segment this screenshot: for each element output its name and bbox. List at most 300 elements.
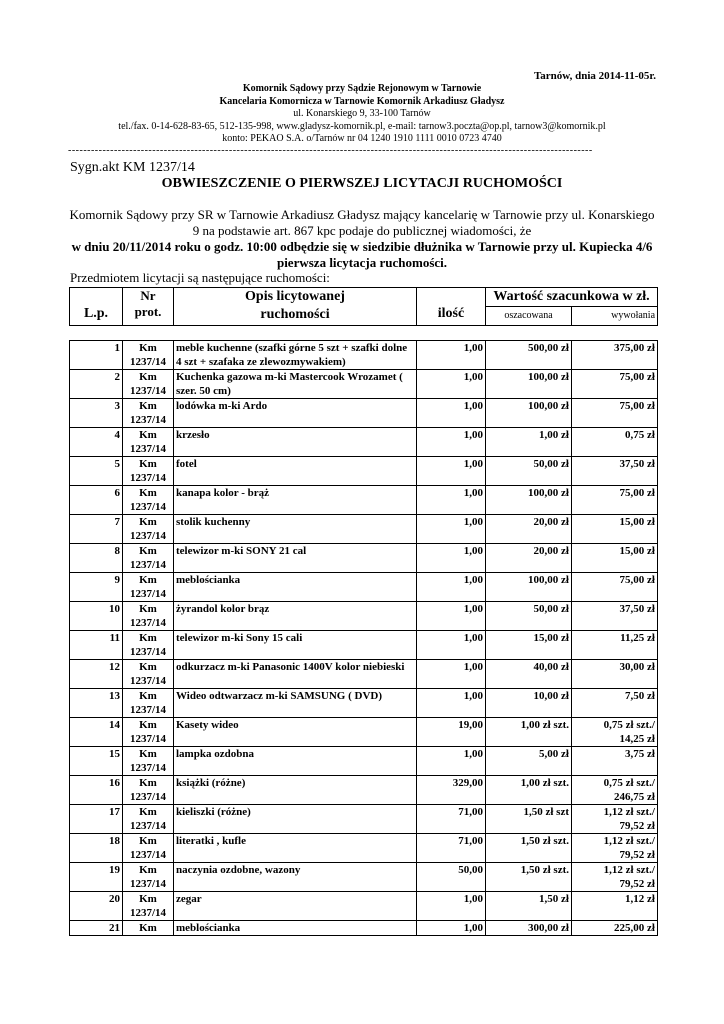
letterhead-chancellery: Kancelaria Komornicza w Tarnowie Komornik Arkadiusz Gładysz	[219, 95, 505, 107]
table-row	[70, 399, 658, 428]
cell-qty: 1,00	[463, 458, 483, 470]
cell-nr2: 1237/14	[129, 501, 167, 513]
header-description-line1: Opis licytowanej	[245, 289, 345, 304]
cell-qty: 71,00	[458, 835, 483, 847]
cell-desc: stolik kuchenny	[176, 516, 251, 528]
cell-description	[174, 457, 417, 486]
cell-estimated	[486, 805, 572, 834]
cell-nr	[123, 689, 174, 718]
cell-qty: 1,00	[463, 574, 483, 586]
cell-desc: lodówka m-ki Ardo	[176, 400, 268, 412]
cell-lp	[70, 602, 123, 631]
cell-quantity	[417, 660, 486, 689]
cell-nr1: Km	[139, 748, 157, 760]
letterhead-account: konto: PEKAO S.A. o/Tarnów nr 04 1240 1910 1111 0010 0723 4740	[222, 133, 502, 144]
cell-desc: zegar	[176, 893, 202, 905]
header-nr-line1: Nr	[140, 288, 156, 303]
cell-quantity	[417, 689, 486, 718]
cell-nr	[123, 573, 174, 602]
cell-start: 15,00 zł	[619, 545, 655, 557]
cell-est: 20,00 zł	[533, 545, 569, 557]
cell-nr	[123, 921, 174, 936]
table-header	[69, 287, 658, 326]
cell-starting	[572, 515, 658, 544]
cell-starting	[572, 399, 658, 428]
cell-estimated	[486, 660, 572, 689]
cell-quantity	[417, 370, 486, 399]
cell-description	[174, 921, 417, 936]
cell-starting	[572, 341, 658, 370]
cell-nr	[123, 486, 174, 515]
cell-nr1: Km	[139, 661, 157, 673]
cell-lp: 15	[109, 748, 120, 760]
intro-text: Komornik Sądowy przy SR w Tarnowie Arkadiusz Gładysz mający kancelarię w Tarnowie przy ul. Konarskiego 9 na podstawie art. 867 kpc podaje do publicznej wiadomości, że	[69, 207, 655, 238]
cell-qty: 50,00	[458, 864, 483, 876]
cell-starting	[572, 776, 658, 805]
cell-est: 1,00 zł	[539, 429, 569, 441]
cell-estimated	[486, 428, 572, 457]
cell-estimated	[486, 776, 572, 805]
cell-description	[174, 805, 417, 834]
cell-desc: meblościanka	[176, 574, 241, 586]
cell-lp	[70, 631, 123, 660]
cell-nr2: 1237/14	[129, 907, 167, 919]
cell-nr2: 1237/14	[129, 443, 167, 455]
cell-quantity	[417, 805, 486, 834]
cell-start: 30,00 zł	[619, 661, 655, 673]
cell-desc: Kasety wideo	[176, 719, 239, 731]
cell-lp	[70, 486, 123, 515]
cell-lp	[70, 457, 123, 486]
cell-qty: 1,00	[463, 342, 483, 354]
cell-est: 5,00 zł	[539, 748, 569, 760]
cell-qty: 1,00	[463, 661, 483, 673]
table-row	[70, 370, 658, 399]
cell-quantity	[417, 573, 486, 602]
cell-description	[174, 892, 417, 921]
table-row	[70, 834, 658, 863]
cell-nr	[123, 544, 174, 573]
cell-lp: 5	[114, 458, 120, 470]
cell-nr2: 1237/14	[129, 733, 167, 745]
cell-lp: 6	[114, 487, 120, 499]
table-row	[70, 428, 658, 457]
cell-description	[174, 544, 417, 573]
cell-nr1: Km	[139, 835, 157, 847]
cell-desc: fotel	[176, 458, 197, 470]
cell-quantity	[417, 776, 486, 805]
cell-nr1: Km	[139, 574, 157, 586]
cell-lp: 21	[109, 922, 120, 934]
cell-quantity	[417, 747, 486, 776]
cell-nr1: Km	[139, 545, 157, 557]
cell-nr	[123, 370, 174, 399]
cell-lp: 11	[109, 632, 120, 644]
cell-estimated	[486, 631, 572, 660]
cell-lp	[70, 805, 123, 834]
cell-quantity	[417, 515, 486, 544]
cell-lp	[70, 515, 123, 544]
header-nr-line2: prot.	[134, 304, 162, 319]
cell-nr1: Km	[139, 893, 157, 905]
cell-lp	[70, 544, 123, 573]
cell-qty: 1,00	[463, 922, 483, 934]
cell-nr2: 1237/14	[129, 472, 167, 484]
cell-description	[174, 341, 417, 370]
cell-start: 1,12 zł szt./	[603, 864, 655, 876]
cell-nr2: 1237/14	[129, 588, 167, 600]
cell-lp: 13	[109, 690, 120, 702]
cell-start2: 14,25 zł	[619, 733, 655, 745]
table-row	[70, 747, 658, 776]
cell-lp	[70, 834, 123, 863]
cell-desc: kieliszki (różne)	[176, 806, 251, 818]
cell-nr2: 1237/14	[129, 617, 167, 629]
table-row	[70, 805, 658, 834]
cell-nr	[123, 747, 174, 776]
cell-est: 50,00 zł	[533, 458, 569, 470]
cell-nr2: 1237/14	[129, 704, 167, 716]
cell-description	[174, 399, 417, 428]
table-row	[70, 689, 658, 718]
cell-nr2: 1237/14	[129, 791, 167, 803]
cell-description	[174, 428, 417, 457]
cell-quantity	[417, 457, 486, 486]
cell-est: 100,00 zł	[528, 574, 569, 586]
cell-est: 500,00 zł	[528, 342, 569, 354]
cell-description	[174, 776, 417, 805]
divider-line: -----------------------------------------------------------------------------------------------------------------------------------------	[68, 145, 593, 156]
table-row	[70, 544, 658, 573]
cell-est: 100,00 zł	[528, 400, 569, 412]
cell-qty: 1,00	[463, 400, 483, 412]
cell-quantity	[417, 341, 486, 370]
cell-description	[174, 747, 417, 776]
cell-nr	[123, 805, 174, 834]
cell-est: 10,00 zł	[533, 690, 569, 702]
cell-start: 225,00 zł	[614, 922, 655, 934]
cell-start: 0,75 zł	[625, 429, 655, 441]
cell-nr	[123, 863, 174, 892]
cell-est: 1,50 zł szt.	[520, 835, 569, 847]
cell-starting	[572, 428, 658, 457]
cell-desc: naczynia ozdobne, wazony	[176, 864, 301, 876]
cell-nr	[123, 428, 174, 457]
cell-start2: 79,52 zł	[619, 878, 655, 890]
cell-start: 7,50 zł	[625, 690, 655, 702]
cell-est: 15,00 zł	[533, 632, 569, 644]
cell-quantity	[417, 602, 486, 631]
cell-qty: 1,00	[463, 603, 483, 615]
cell-starting	[572, 718, 658, 747]
cell-nr2: 1237/14	[129, 559, 167, 571]
cell-est: 1,00 zł szt.	[520, 777, 569, 789]
cell-lp	[70, 399, 123, 428]
cell-qty: 1,00	[463, 748, 483, 760]
letterhead-address: ul. Konarskiego 9, 33-100 Tarnów	[293, 108, 431, 119]
cell-starting	[572, 921, 658, 936]
cell-description	[174, 660, 417, 689]
cell-lp	[70, 573, 123, 602]
cell-lp: 10	[109, 603, 120, 615]
cell-nr	[123, 834, 174, 863]
cell-est: 1,50 zł szt.	[520, 864, 569, 876]
cell-nr1: Km	[139, 806, 157, 818]
cell-est: 1,50 zł szt	[523, 806, 569, 818]
cell-desc: kanapa kolor - brąż	[176, 487, 270, 499]
cell-nr1: Km	[139, 603, 157, 615]
cell-lp	[70, 428, 123, 457]
cell-desc: meble kuchenne (szafki górne 5 szt + szafki dolne 4 szt + szafaka ze zlewozmywakiem)	[176, 342, 408, 368]
cell-lp: 1	[114, 342, 120, 354]
cell-start: 15,00 zł	[619, 516, 655, 528]
cell-qty: 329,00	[452, 777, 483, 789]
cell-starting	[572, 834, 658, 863]
cell-estimated	[486, 834, 572, 863]
cell-nr1: Km	[139, 632, 157, 644]
letterhead-office: Komornik Sądowy przy Sądzie Rejonowym w Tarnowie	[242, 83, 482, 94]
cell-estimated	[486, 863, 572, 892]
cell-est: 100,00 zł	[528, 371, 569, 383]
cell-starting	[572, 631, 658, 660]
header-description	[174, 288, 417, 326]
cell-description	[174, 515, 417, 544]
cell-nr1: Km	[139, 690, 157, 702]
cell-lp	[70, 370, 123, 399]
cell-quantity	[417, 399, 486, 428]
cell-nr	[123, 341, 174, 370]
cell-nr2: 1237/14	[129, 762, 167, 774]
cell-description	[174, 631, 417, 660]
cell-quantity	[417, 631, 486, 660]
cell-description	[174, 689, 417, 718]
cell-lp: 7	[114, 516, 120, 528]
cell-start: 75,00 zł	[619, 487, 655, 499]
cell-lp: 18	[109, 835, 120, 847]
letterhead	[68, 83, 656, 146]
cell-estimated	[486, 399, 572, 428]
cell-lp	[70, 689, 123, 718]
cell-desc: telewizor m-ki Sony 15 cali	[176, 632, 303, 644]
cell-desc: lampka ozdobna	[176, 748, 254, 760]
cell-estimated	[486, 747, 572, 776]
cell-nr	[123, 631, 174, 660]
cell-nr1: Km	[139, 777, 157, 789]
cell-lp	[70, 921, 123, 936]
cell-nr	[123, 515, 174, 544]
auction-date-text: w dniu 20/11/2014 roku o godz. 10:00 odbędzie się w siedzibie dłużnika w Tarnowie przy ul. Kupiecka 4/6 pierwsza licytacja ruchomości.	[71, 239, 653, 270]
cell-estimated	[486, 573, 572, 602]
letterhead-contact: tel./fax. 0-14-628-83-65, 512-135-998, www.gladysz-komornik.pl, e-mail: tarnow3.poczta@op.pl, tarnow3@komornik.pl	[118, 120, 606, 132]
cell-nr	[123, 776, 174, 805]
cell-est: 300,00 zł	[528, 922, 569, 934]
cell-quantity	[417, 892, 486, 921]
cell-start: 0,75 zł szt./	[603, 719, 655, 731]
cell-lp: 17	[109, 806, 120, 818]
cell-start: 0,75 zł szt./	[603, 777, 655, 789]
cell-qty: 1,00	[463, 632, 483, 644]
cell-starting	[572, 747, 658, 776]
cell-nr	[123, 718, 174, 747]
cell-starting	[572, 660, 658, 689]
cell-lp	[70, 863, 123, 892]
table-row	[70, 486, 658, 515]
cell-nr1: Km	[139, 400, 157, 412]
cell-description	[174, 370, 417, 399]
cell-lp: 8	[114, 545, 120, 557]
cell-quantity	[417, 718, 486, 747]
cell-nr2: 1237/14	[129, 356, 167, 368]
cell-estimated	[486, 341, 572, 370]
cell-nr2: 1237/14	[129, 878, 167, 890]
cell-start2: 79,52 zł	[619, 820, 655, 832]
header-lp: L.p.	[70, 288, 123, 326]
cell-nr1: Km	[139, 516, 157, 528]
cell-quantity	[417, 544, 486, 573]
cell-lp: 2	[114, 371, 120, 383]
cell-estimated	[486, 370, 572, 399]
cell-lp	[70, 747, 123, 776]
table-row	[70, 341, 658, 370]
cell-lp	[70, 341, 123, 370]
cell-lp	[70, 718, 123, 747]
cell-nr	[123, 660, 174, 689]
table-row	[70, 602, 658, 631]
cell-lp: 4	[114, 429, 120, 441]
cell-starting	[572, 573, 658, 602]
cell-start: 75,00 zł	[619, 574, 655, 586]
cell-estimated	[486, 921, 572, 936]
cell-nr1: Km	[139, 458, 157, 470]
items-table	[69, 340, 658, 936]
cell-lp: 14	[109, 719, 120, 731]
table-row	[70, 457, 658, 486]
cell-desc: literatki , kufle	[176, 835, 246, 847]
cell-nr	[123, 602, 174, 631]
cell-nr1: Km	[139, 864, 157, 876]
cell-nr2: 1237/14	[129, 414, 167, 426]
cell-nr1: Km	[139, 922, 157, 934]
cell-description	[174, 718, 417, 747]
cell-start: 37,50 zł	[619, 603, 655, 615]
cell-quantity	[417, 834, 486, 863]
document-title: OBWIESZCZENIE O PIERWSZEJ LICYTACJI RUCHOMOŚCI	[161, 176, 563, 191]
cell-nr	[123, 399, 174, 428]
cell-estimated	[486, 892, 572, 921]
cell-est: 100,00 zł	[528, 487, 569, 499]
cell-estimated	[486, 602, 572, 631]
cell-desc: telewizor m-ki SONY 21 cal	[176, 545, 307, 557]
cell-lp: 16	[109, 777, 120, 789]
cell-qty: 1,00	[463, 429, 483, 441]
intro-paragraph	[68, 207, 656, 271]
cell-desc: Wideo odtwarzacz m-ki SAMSUNG ( DVD)	[176, 690, 383, 702]
cell-qty: 1,00	[463, 371, 483, 383]
table-row	[70, 515, 658, 544]
cell-start: 375,00 zł	[614, 342, 655, 354]
cell-start: 3,75 zł	[625, 748, 655, 760]
cell-nr2: 1237/14	[129, 530, 167, 542]
cell-description	[174, 573, 417, 602]
cell-lp	[70, 776, 123, 805]
cell-starting	[572, 544, 658, 573]
cell-nr1: Km	[139, 429, 157, 441]
cell-nr2: 1237/14	[129, 385, 167, 397]
table-row	[70, 776, 658, 805]
cell-start: 1,12 zł szt./	[603, 835, 655, 847]
cell-start: 1,12 zł	[625, 893, 655, 905]
cell-description	[174, 602, 417, 631]
cell-qty: 71,00	[458, 806, 483, 818]
cell-start: 75,00 zł	[619, 400, 655, 412]
table-row	[70, 718, 658, 747]
header-quantity: ilość	[417, 288, 486, 326]
header-description-line2: ruchomości	[260, 307, 330, 322]
cell-est: 40,00 zł	[533, 661, 569, 673]
cell-start: 1,12 zł szt./	[603, 806, 655, 818]
cell-qty: 1,00	[463, 545, 483, 557]
subject-line: Przedmiotem licytacji są następujące ruchomości:	[70, 270, 330, 285]
cell-lp: 9	[114, 574, 120, 586]
cell-start: 75,00 zł	[619, 371, 655, 383]
cell-est: 50,00 zł	[533, 603, 569, 615]
cell-estimated	[486, 544, 572, 573]
cell-starting	[572, 370, 658, 399]
cell-desc: żyrandol kolor brąz	[176, 603, 270, 615]
cell-starting	[572, 602, 658, 631]
cell-description	[174, 863, 417, 892]
header-estimated: oszacowana	[486, 307, 572, 326]
cell-lp	[70, 892, 123, 921]
case-reference: Sygn.akt KM 1237/14	[70, 160, 195, 175]
header-starting: wywołania	[572, 307, 658, 326]
cell-qty: 1,00	[463, 893, 483, 905]
cell-estimated	[486, 486, 572, 515]
cell-start2: 79,52 zł	[619, 849, 655, 861]
cell-description	[174, 834, 417, 863]
cell-lp: 19	[109, 864, 120, 876]
table-row	[70, 921, 658, 936]
document-date: Tarnów, dnia 2014-11-05r.	[533, 70, 656, 82]
cell-nr1: Km	[139, 371, 157, 383]
cell-est: 1,00 zł szt.	[520, 719, 569, 731]
cell-lp: 12	[109, 661, 120, 673]
cell-starting	[572, 892, 658, 921]
table-row	[70, 573, 658, 602]
table-row	[70, 863, 658, 892]
cell-description	[174, 486, 417, 515]
cell-nr2: 1237/14	[129, 646, 167, 658]
cell-qty: 1,00	[463, 690, 483, 702]
cell-lp: 3	[114, 400, 120, 412]
cell-starting	[572, 689, 658, 718]
cell-starting	[572, 805, 658, 834]
cell-desc: Kuchenka gazowa m-ki Mastercook Wrozamet ( szer. 50 cm)	[176, 371, 403, 397]
cell-starting	[572, 863, 658, 892]
cell-desc: meblościanka	[176, 922, 241, 934]
cell-qty: 19,00	[458, 719, 483, 731]
cell-quantity	[417, 921, 486, 936]
cell-est: 1,50 zł	[539, 893, 569, 905]
header-value: Wartość szacunkowa w zł.	[486, 288, 658, 307]
cell-estimated	[486, 689, 572, 718]
cell-starting	[572, 457, 658, 486]
header-nr	[123, 288, 174, 326]
cell-quantity	[417, 486, 486, 515]
cell-nr2: 1237/14	[129, 820, 167, 832]
cell-nr2: 1237/14	[129, 849, 167, 861]
table-row	[70, 892, 658, 921]
